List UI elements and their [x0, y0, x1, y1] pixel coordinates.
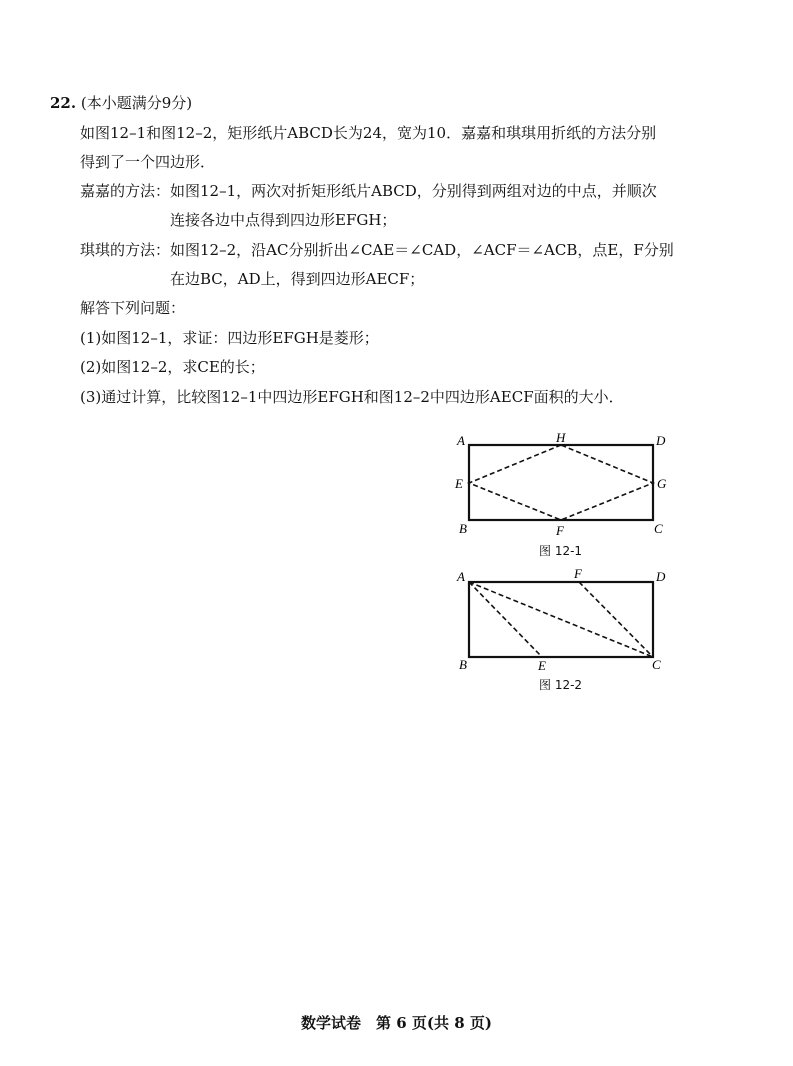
qiqi-text-1: 如图12–2，沿AC分别折出∠CAE＝∠CAD，∠ACF＝∠ACB，点E，F分别	[170, 241, 674, 259]
jiajia-label: 嘉嘉的方法：	[80, 182, 171, 200]
label-c: C	[654, 521, 663, 536]
score-note: (本小题满分9分)	[80, 94, 193, 112]
label-a: A	[457, 569, 465, 584]
question-header	[50, 93, 192, 113]
sub-question-2: (2)如图12–2，求CE的长；	[80, 358, 265, 376]
label-b: B	[459, 521, 467, 536]
figure-12-2	[445, 560, 685, 690]
figure-12-2-caption: 图 12-2	[539, 678, 583, 692]
label-g: G	[657, 476, 667, 491]
question-number: 22.	[50, 94, 77, 112]
figure-12-1-caption: 图 12-1	[539, 544, 583, 558]
sub-question-3: (3)通过计算，比较图12–1中四边形EFGH和图12–2中四边形AECF面积的大小．	[80, 388, 624, 406]
jiajia-method-line-1	[80, 181, 657, 201]
label-d: D	[656, 569, 666, 584]
label-b: B	[459, 657, 467, 672]
page-footer: 数学试卷 第 6 页(共 8 页)	[301, 1014, 492, 1032]
intro-line-1: 如图12–1和图12–2，矩形纸片ABCD长为24，宽为10．嘉嘉和琪琪用折纸的方法分别	[80, 124, 657, 142]
label-e: E	[455, 476, 463, 491]
jiajia-text-1: 如图12–1，两次对折矩形纸片ABCD，分别得到两组对边的中点，并顺次	[170, 182, 657, 200]
prompt: 解答下列问题：	[80, 299, 186, 317]
label-f: F	[556, 523, 564, 538]
label-e: E	[538, 658, 546, 673]
label-d: D	[656, 433, 666, 448]
qiqi-label: 琪琪的方法：	[80, 241, 171, 259]
diagonal-ac	[469, 582, 653, 657]
rhombus-efgh	[469, 445, 653, 520]
segment-ae	[469, 582, 542, 657]
sub-question-1: (1)如图12–1，求证：四边形EFGH是菱形；	[80, 329, 379, 347]
jiajia-text-2: 连接各边中点得到四边形EFGH；	[170, 211, 397, 229]
label-f: F	[574, 566, 582, 581]
label-c: C	[652, 657, 661, 672]
label-a: A	[457, 433, 465, 448]
qiqi-method-line-1	[80, 240, 674, 260]
label-h: H	[556, 430, 566, 445]
segment-cf	[579, 582, 653, 657]
qiqi-text-2: 在边BC，AD上，得到四边形AECF；	[170, 270, 425, 288]
rectangle-abcd	[469, 445, 653, 520]
intro-line-2: 得到了一个四边形．	[80, 153, 216, 171]
